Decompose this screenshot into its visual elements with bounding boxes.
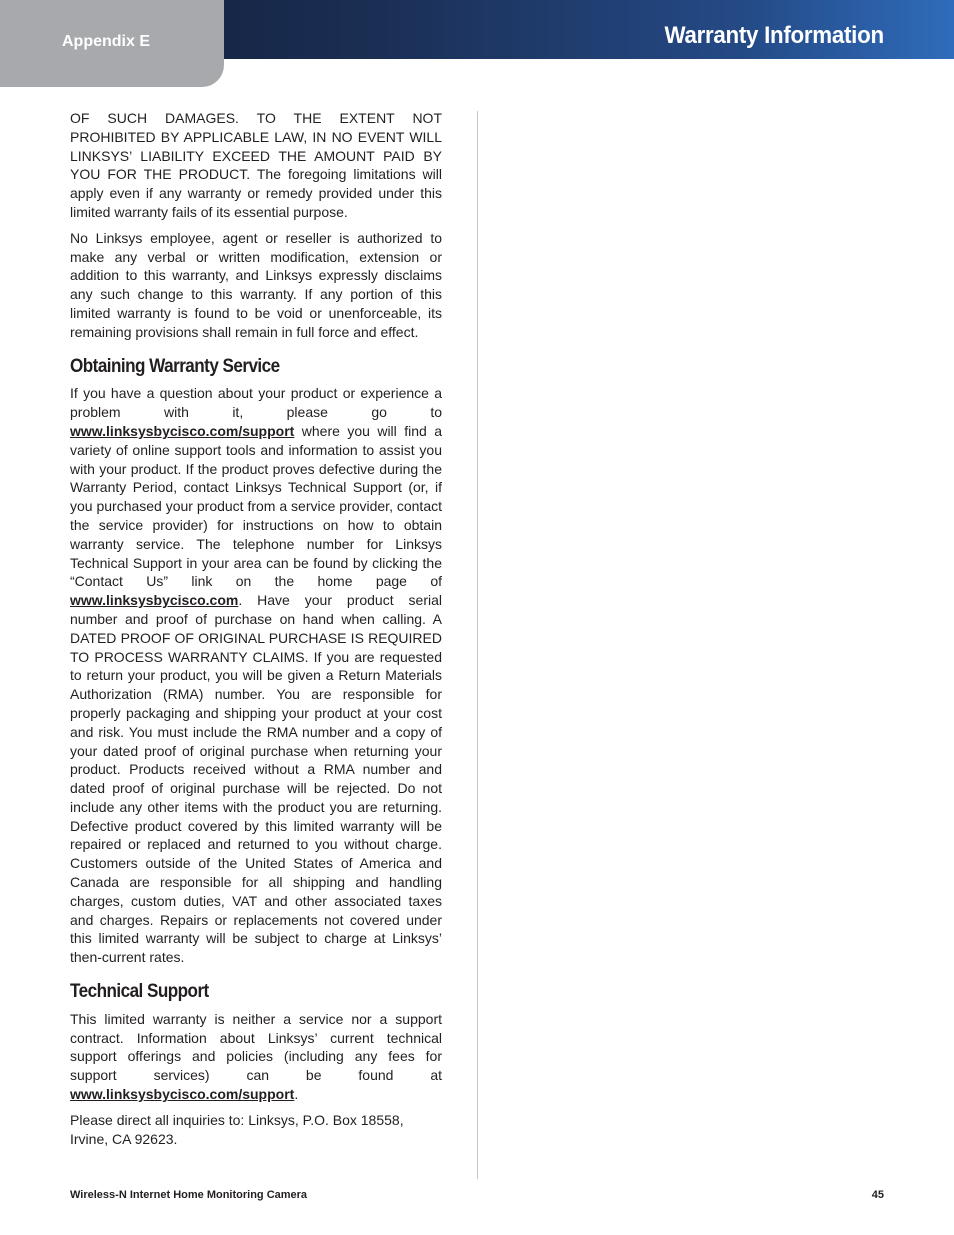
paragraph-modification: No Linksys employee, agent or reseller is authorized to make any verbal or written modification, extension or addition to this warranty, and Linksys expressly disclaims any such change to this warranty. If any portion of this limited warranty is found to be void or unenforceable, its remaining provisions shall remain in full force and effect. xyxy=(70,229,442,340)
text-segment: . Have your product serial number and proof of purchase on hand when calling. A DATED PROOF OF ORIGINAL PURCHASE IS REQUIRED TO PROCESS WARRANTY CLAIMS. If you are requested to return your product, you will be given a Return Materials Authorization (RMA) number. You are responsible for properly packaging and shipping your product at your cost and risk. You must include the RMA number and a copy of your dated proof of original purchase when returning your product. Products received without a RMA number and dated proof of original purchase will be rejected. Do not include any other items with the product you are returning. Defective product covered by this limited warranty will be repaired or replaced and returned to you without charge. Customers outside of the United States of America and Canada are responsible for all shipping and handling charges, custom duties, VAT and other associated taxes and charges. Repairs or replacements not covered under this limited warranty will be subject to charge at Linksys’ then-current rates. xyxy=(70,592,442,966)
paragraph-inquiries: Please direct all inquiries to: Linksys, P.O. Box 18558, Irvine, CA 92623. xyxy=(70,1111,404,1147)
home-page-link[interactable]: www.linksysbycisco.com xyxy=(70,592,239,609)
paragraph-liability: OF SUCH DAMAGES. TO THE EXTENT NOT PROHIBITED BY APPLICABLE LAW, IN NO EVENT WILL LINKSYS’ LIABILITY EXCEED THE AMOUNT PAID BY YOU FOR THE PRODUCT. The foregoing limitations will apply even if any warranty or remedy provided under this limited warranty fails of its essential purpose. xyxy=(70,110,442,220)
page-title: Warranty Information xyxy=(664,22,884,49)
text-segment: where you will find a variety of online support tools and information to assist you with your product. If the product proves defective during the Warranty Period, contact Linksys Technical Support (or, if you purchased your product from a service provider, contact the service provider) for instructions on how to obtain warranty service. The telephone number for Linksys Technical Support in your area can be found by clicking the “Contact Us” link on the home page of xyxy=(70,422,442,590)
text-segment: . xyxy=(294,1086,299,1103)
support-link-2[interactable]: www.linksysbycisco.com/support xyxy=(70,1086,295,1103)
heading-technical-support: Technical Support xyxy=(70,981,209,1003)
main-column xyxy=(70,109,442,1155)
appendix-label: Appendix E xyxy=(62,33,151,50)
text-segment: If you have a question about your product or experience a problem with it, please go to xyxy=(70,385,442,421)
heading-obtaining-warranty-service: Obtaining Warranty Service xyxy=(70,355,280,377)
footer-product-name: Wireless-N Internet Home Monitoring Camera xyxy=(70,1189,308,1201)
paragraph-obtaining-service xyxy=(70,384,442,967)
footer-page-number: 45 xyxy=(871,1189,884,1201)
support-link[interactable]: www.linksysbycisco.com/support xyxy=(70,422,295,439)
paragraph-technical-support xyxy=(70,1010,442,1104)
appendix-tab xyxy=(0,0,224,87)
column-divider xyxy=(477,111,478,1179)
text-segment: This limited warranty is neither a service nor a support contract. Information about Linksys’ current technical support offerings and policies (including any fees for support services) can be found at xyxy=(70,1010,442,1084)
